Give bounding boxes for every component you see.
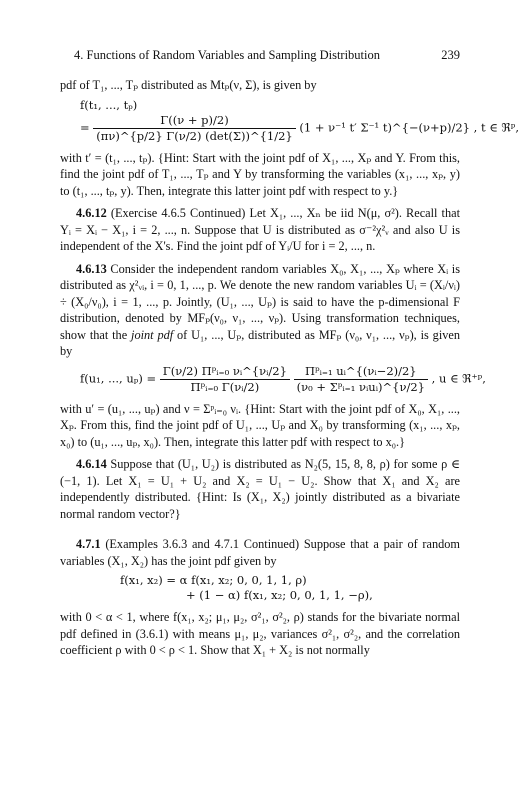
exercise-number: 4.7.1	[76, 537, 101, 551]
equation-denominator: (πν)^{p/2} Γ(ν/2) (det(Σ))^{1/2}	[96, 128, 293, 143]
exercise-4-6-14	[60, 456, 460, 522]
exercise-text: (Examples 3.6.3 and 4.7.1 Continued) Suppose that a pair of random variables (X₁, X₂) has the joint pdf given by	[60, 537, 460, 568]
equation-mf-pdf	[80, 363, 486, 395]
equation-kernel: (1 + ν⁻¹ t′ Σ⁻¹ t)^{−(ν+p)/2}	[299, 120, 470, 134]
equation-fraction-2	[294, 364, 428, 395]
equation-fraction	[93, 113, 295, 144]
equation-rhs: = $\frac{\Gamma((\nu + p)/2)}{(\pi\nu)\^{}\{p/2\} \Gamma(\nu/2) (\det(\Sigma))\^{}\{1/2\}}$ (1 + ν⁻¹ t′ Σ⁻¹ t)^{−(ν+p)/2} , t ∈ ℜᵖ,	[80, 112, 519, 143]
equation-denominator: Πᵖᵢ₌₀ Γ(νᵢ/2)	[190, 379, 260, 394]
equation-numerator: Γ((ν + p)/2)	[93, 113, 295, 129]
running-head-title: 4. Functions of Random Variables and Sampling Distribution	[74, 48, 380, 62]
exercise-number: 4.6.14	[76, 457, 107, 471]
page-body	[60, 77, 519, 659]
equation-domain: , u ∈ ℜ⁺ᵖ,	[431, 371, 486, 385]
equation-numerator: Πᵖᵢ₌₁ uᵢ^{(νᵢ−2)/2}	[294, 364, 428, 380]
paragraph-pdf-intro: pdf of T₁, ..., Tₚ distributed as Mtₚ(ν, Σ), is given by	[60, 78, 317, 92]
exercise-4-7-1	[60, 536, 460, 569]
equation-line-1: f(x₁, x₂) = α f(x₁, x₂; 0, 0, 1, 1, ρ)	[120, 573, 307, 587]
equation-numerator: Γ(ν/2) Πᵖᵢ₌₀ νᵢ^{νᵢ/2}	[160, 364, 290, 380]
equation-row	[80, 363, 486, 395]
exercise-italic: joint pdf	[131, 327, 174, 342]
equation-mt-pdf	[80, 97, 519, 144]
exercise-text-cont: of U₁, ..., Uₚ, distributed as MFₚ (ν₀, ν₁, ..., νₚ), is given by	[60, 327, 460, 358]
equation-domain: , t ∈ ℜᵖ,	[473, 120, 519, 134]
exercise-number: 4.6.12	[76, 206, 107, 220]
exercise-text: (Exercise 4.6.5 Continued) Let X₁, ..., Xₙ be iid N(μ, σ²). Recall that Yᵢ = Xᵢ − X₁, i = 2, ..., n. Suppose that U is distributed as σ⁻²χ²ᵥ and also U is independent of the X's. Find the joint pdf of Yᵢ/U for i = 2, ..., n.	[60, 206, 460, 253]
running-head	[60, 48, 460, 64]
equation-lhs: f(u₁, ..., uₚ) =	[80, 371, 157, 385]
exercise-number: 4.6.13	[76, 261, 107, 276]
equation-mixture-pdf	[120, 573, 460, 603]
page-number: 239	[441, 48, 460, 62]
exercise-4-6-13	[60, 261, 460, 360]
paragraph-4-7-1-cont: with 0 < α < 1, where f(x₁, x₂; μ₁, μ₂, σ²₁, σ²₂, ρ) stands for the bivariate normal pdf defined in (3.6.1) with means μ₁, μ₂, variances σ²₁, σ²₂, and the correlation coefficient ρ with 0 < ρ < 1. Show that X₁ + X₂ is not normally	[60, 610, 460, 657]
exercise-text: Suppose that (U₁, U₂) is distributed as N₂(5, 15, 8, 8, ρ) for some ρ ∈ (−1, 1). Let X₁ = U₁ + U₂ and X₂ = U₁ − U₂. Show that X₁ and X₂ are independently distributed. {Hint: Is (X₁, X₂) jointly distributed as a bivariate normal random vector?}	[60, 457, 460, 521]
paragraph-hint-2: with u′ = (u₁, ..., uₚ) and ν = Σᵖᵢ₌₀ νᵢ. {Hint: Start with the joint pdf of X₀, X₁, ..., Xₚ. From this, find the joint pdf of U₁, ..., Uₚ and X₀ by transforming (x₁, ..., xₚ, x₀) to (u₁, ..., uₚ, x₀). Then, integrate this latter pdf with respect to x₀.}	[60, 401, 460, 449]
exercise-4-6-12	[60, 205, 460, 255]
exercise-text: Consider the independent random variables X₀, X₁, ..., Xₚ where Xᵢ is distributed as χ²ᵥᵢ, i = 0, 1, ..., p. We denote the new random variables Uᵢ = (Xᵢ/νᵢ) ÷ (X₀/ν₀), i = 1, ..., p. Jointly, (U₁, ..., Uₚ) is said to have the p-dimensional F distribution, denoted by MFₚ(ν₀, ν₁, ..., νₚ). Using transformation techniques, show that the	[60, 261, 460, 342]
equation-fraction-1	[160, 364, 290, 395]
equation-line-2: + (1 − α) f(x₁, x₂; 0, 0, 1, 1, −ρ),	[186, 588, 373, 602]
equation-denominator: (ν₀ + Σᵖᵢ₌₁ νᵢuᵢ)^{ν/2}	[296, 379, 425, 394]
paragraph-hint-1: with t′ = (t₁, ..., tₚ). {Hint: Start with the joint pdf of X₁, ..., Xₚ and Y. From this, find the joint pdf of T₁, ..., Tₚ and Y by transforming the variables (x₁, ..., xₚ, y) to (t₁, ..., tₚ, y). Then, integrate this latter joint pdf with respect to y.}	[60, 150, 460, 198]
equation-lhs: f(t₁, ..., tₚ)	[80, 97, 138, 112]
